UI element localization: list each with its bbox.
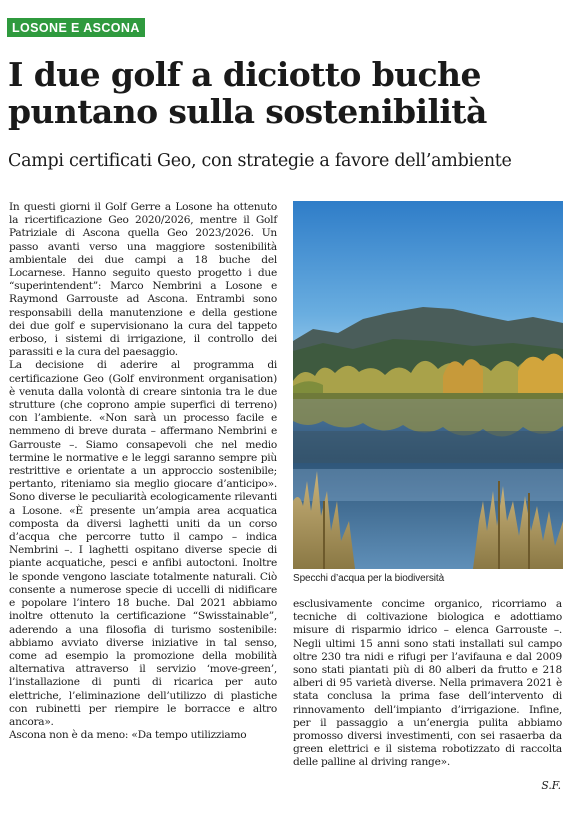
subheadline: Campi certificati Geo, con strategie a favore dell’ambiente	[8, 151, 512, 171]
author-signature: S.F.	[541, 779, 561, 792]
paragraph: esclusivamente concime organico, ricorriamo a tecniche di coltivazione biologica e adottiamo misure di risparmio idrico – elenca Garrouste –. Negli ultimi 15 anni sono stati installati sul campo oltre 230 tra nidi e rifugi per l’avifauna e dal 2009 sono stati piantati più di 80 alberi da frutto e 218 alberi di 95 varietà diverse. Nella primavera 2021 è stata conclusa la prima fase dell’intervento di rinnovamento dell’impianto d’irrigazione. Infine, per il passaggio a un’energia pulita abbiamo promosso diversi investimenti, con sei rasaerba da green elettrici e il sistema robotizzato di raccolta delle palline al driving range».	[293, 598, 562, 769]
section-kicker: LOSONE E ASCONA	[7, 18, 145, 37]
article-column-left	[9, 201, 277, 742]
paragraph: In questi giorni il Golf Gerre a Losone ha ottenuto la ricertificazione Geo 2020/2026, mentre il Golf Patriziale di Ascona quella Geo 2023/2026. Un passo avanti verso una maggiore sostenibilità ambientale dei due campi a 18 buche del Locarnese. Hanno seguito questo progetto i due “superintendent”: Marco Nembrini a Losone e Raymond Garrouste ad Ascona. Entrambi sono responsabili della manutenzione e della gestione dei due golf e supervisionano la cura del tappeto erboso, i sistemi di irrigazione, il controllo dei parassiti e la cura del paesaggio.	[9, 201, 277, 359]
lake-photo	[293, 201, 563, 569]
paragraph: Ascona non è da meno: «Da tempo utilizziamo	[9, 729, 247, 742]
article-column-right	[293, 598, 562, 770]
photo-caption: Specchi d’acqua per la biodiversità	[293, 573, 445, 584]
headline: I due golf a diciotto buche puntano sulla sostenibilità	[8, 55, 487, 131]
paragraph: La decisione di aderire al programma di certificazione Geo (Golf environment organisation) è venuta dalla volontà di creare sintonia tra le due strutture (che coprono ampie superfici di terreno) con l’ambiente. «Non sarà un processo facile e nemmeno di breve durata – affermano Nembrini e Garrouste –. Siamo consapevoli che nel medio termine le normative e le leggi saranno sempre più restrittive e orientate a un approccio sostenibile; pertanto, riteniamo sia meglio giocare d’anticipo». Sono diverse le peculiarità ecologicamente rilevanti a Losone. «È presente un’ampia area acquatica composta da diversi laghetti uniti da un corso d’acqua che percorre tutto il campo – indica Nembrini –. I laghetti ospitano diverse specie di piante acquatiche, pesci e anfibi autoctoni. Inoltre le sponde vengono lasciate totalmente naturali. Ciò consente a numerose specie di uccelli di nidificare e popolare l’intero 18 buche. Dal 2021 abbiamo inoltre ottenuto la certificazione “Swisstainable”, aderendo a una filosofia di turismo sostenibile: abbiamo avviato diverse iniziative in tal senso, come ad esempio la promozione della mobilità alternativa attraverso il servizio ‘move-green’, l’installazione di punti di ricarica per auto elettriche, l’eliminazione dell’utilizzo di plastiche con rubinetti per riempire le borracce e altro ancora».	[9, 359, 277, 728]
landscape-illustration	[293, 201, 563, 569]
